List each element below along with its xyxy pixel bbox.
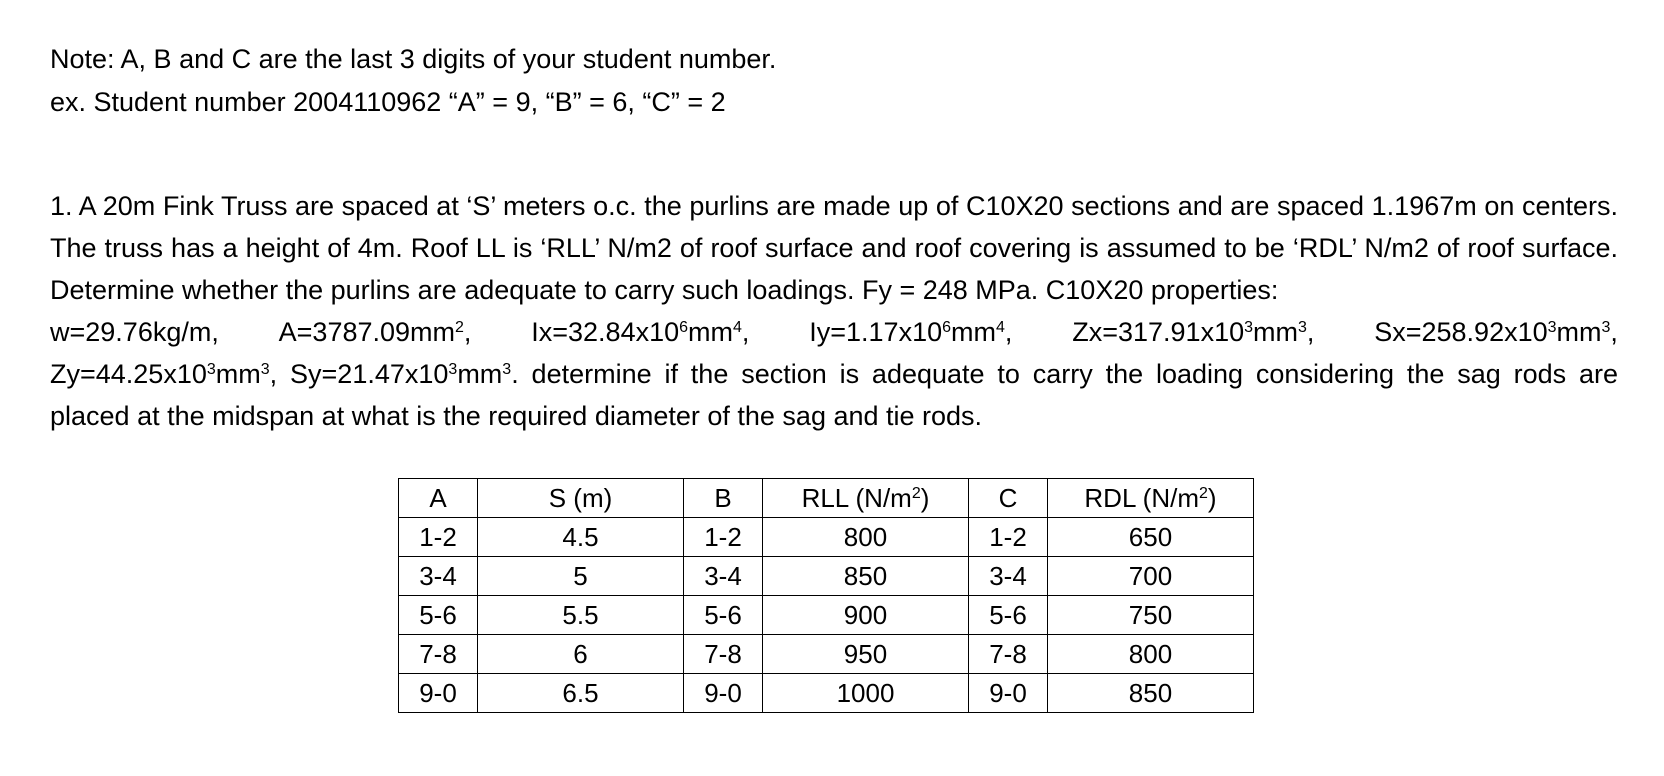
header-rll: RLL $(N/m^2)$ [763,479,969,518]
prop-ix: $Ix=32.84x10^6mm^4$, [531,317,750,347]
prop-zy: $Zy=44.25x10^3mm^3$, [50,359,278,389]
table-cell: 800 [1048,635,1254,674]
table-cell: 1-2 [399,518,478,557]
header-c: C [969,479,1048,518]
section-properties-line [50,311,1618,353]
prop-zx: $Zx=317.91x10^3mm^3$, [1072,317,1315,347]
table-cell: 3-4 [969,557,1048,596]
table-cell: 7-8 [969,635,1048,674]
table-cell: 5-6 [684,596,763,635]
table-cell: 9-0 [684,674,763,713]
table-cell: 6.5 [478,674,684,713]
table-header-row [399,479,1254,518]
table-cell: 5-6 [399,596,478,635]
table-cell: 9-0 [969,674,1048,713]
table-cell: 6 [478,635,684,674]
problem-intro-text: 1. A 20m Fink Truss are spaced at ‘S’ meters o.c. the purlins are made up of C10X20 sections and are spaced 1.1967m on centers. The truss has a height of 4m. Roof LL is ‘RLL’ N/m2 of roof surface and roof covering is assumed to be ‘RDL’ N/m2 of roof surface. Determine whether the purlins are adequate to carry such loadings. Fy = 248 MPa. C10X20 properties: [50,191,1618,305]
table-cell: 4.5 [478,518,684,557]
table-row [399,518,1254,557]
table-row [399,674,1254,713]
problem-statement [50,185,1618,437]
table-cell: 800 [763,518,969,557]
table-cell: 9-0 [399,674,478,713]
table-row [399,635,1254,674]
table-cell: 5 [478,557,684,596]
table-cell: 750 [1048,596,1254,635]
note-line-2: ex. Student number 2004110962 “A” = 9, “B” = 6, “C” = 2 [50,87,726,117]
table-cell: 1-2 [969,518,1048,557]
parameter-table-wrapper [398,478,1254,713]
prop-sy: $Sy=21.47x10^3mm^3$ [290,359,512,389]
note-line-1: Note: A, B and C are the last 3 digits of your student number. [50,44,777,74]
note-block [50,38,776,124]
problem-question-text: . determine if the section is adequate to carry the loading considering the sag rods are placed at the midspan at what is the required diameter of the sag and tie rods. [50,359,1618,431]
table-cell: 850 [763,557,969,596]
table-cell: 900 [763,596,969,635]
prop-sx: $Sx=258.92x10^3mm^3$, [1374,317,1618,347]
table-cell: 1000 [763,674,969,713]
table-cell: 650 [1048,518,1254,557]
header-s: S (m) [478,479,684,518]
header-rdl: RDL $(N/m^2)$ [1048,479,1254,518]
table-cell: 1-2 [684,518,763,557]
table-cell: 3-4 [684,557,763,596]
prop-iy: $Iy=1.17x10^6mm^4$, [809,317,1013,347]
table-cell: 7-8 [684,635,763,674]
parameter-table [398,478,1254,713]
prop-a: $A=3787.09mm^2$, [278,317,472,347]
table-cell: 7-8 [399,635,478,674]
problem-rest [50,353,1618,437]
table-cell: 950 [763,635,969,674]
problem-intro [50,185,1618,311]
header-b: B [684,479,763,518]
table-row [399,557,1254,596]
table-cell: 3-4 [399,557,478,596]
prop-w: w=29.76kg/m, [50,317,219,347]
table-cell: 5.5 [478,596,684,635]
table-cell: 850 [1048,674,1254,713]
table-cell: 700 [1048,557,1254,596]
table-row [399,596,1254,635]
header-a: A [399,479,478,518]
table-cell: 5-6 [969,596,1048,635]
